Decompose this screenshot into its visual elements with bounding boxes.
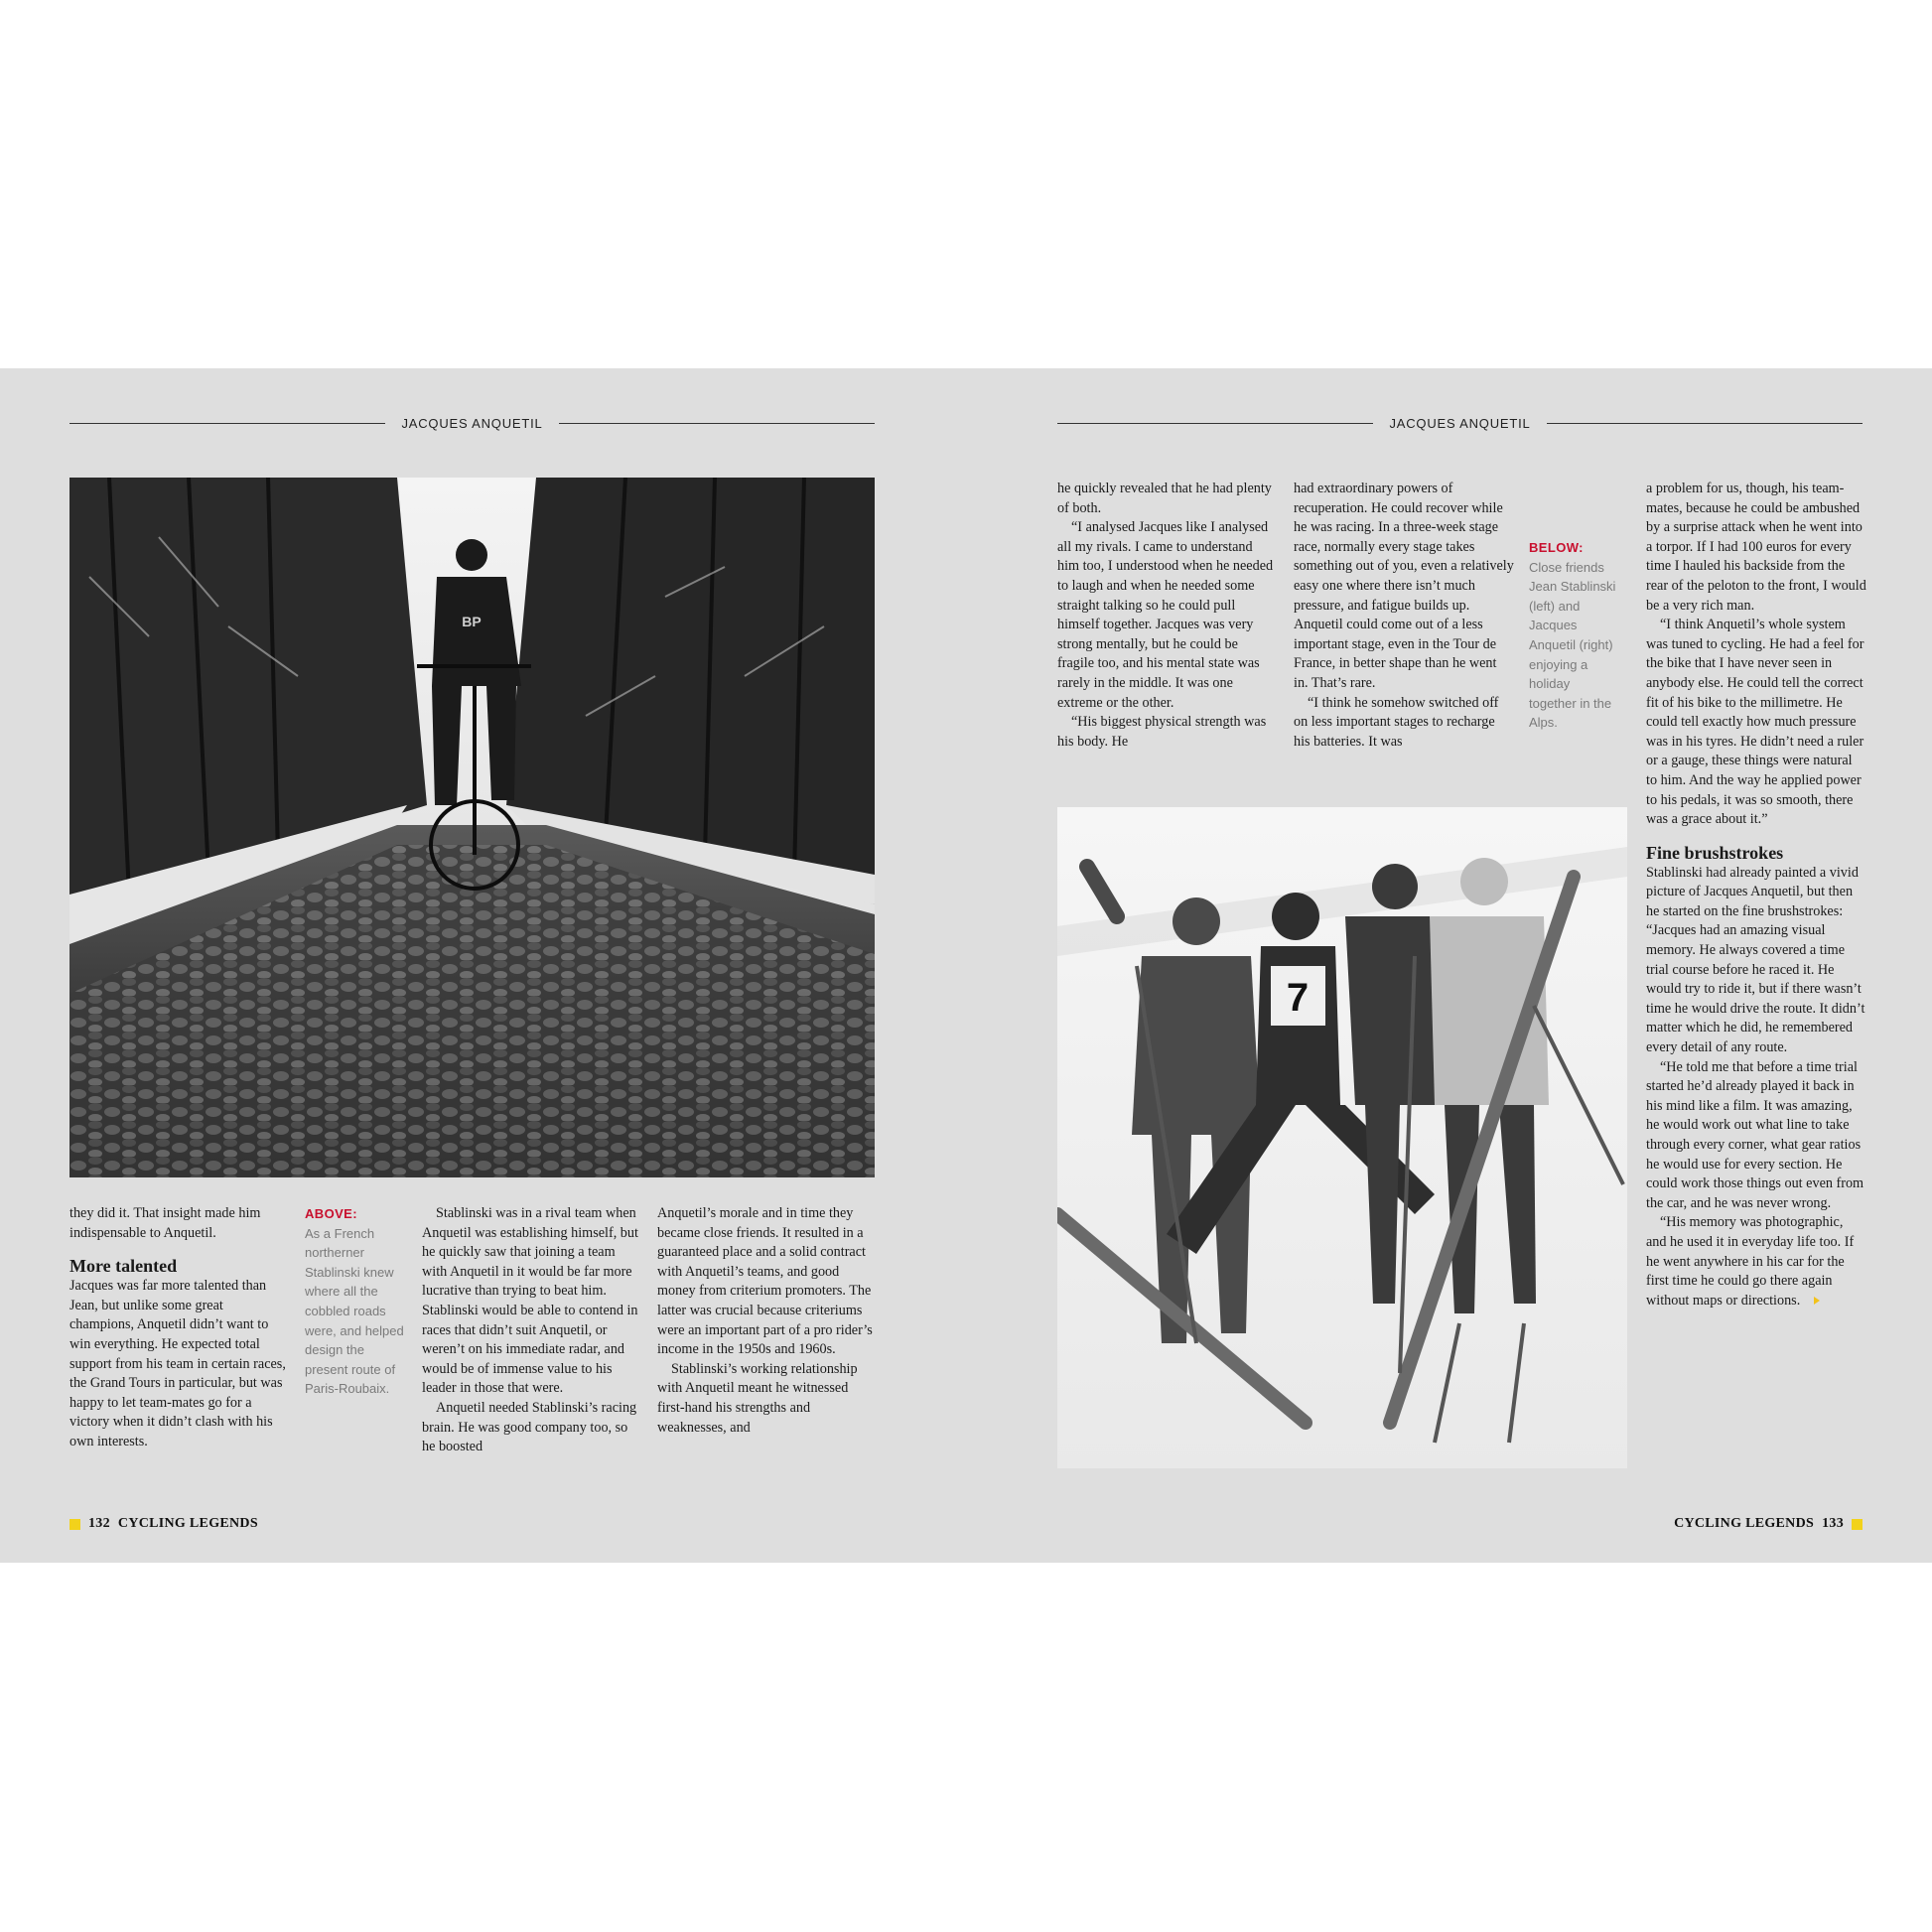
magazine-title: CYCLING LEGENDS [117, 1516, 258, 1531]
svg-text:BP: BP [462, 614, 482, 629]
left-col-2 [422, 1204, 640, 1457]
page-number: 133 [1822, 1516, 1844, 1531]
paragraph: Anquetil needed Stablinski’s racing brain. He was good company too, so he boosted [422, 1399, 637, 1455]
paragraph: Stablinski was in a rival team when Anquetil was establishing himself, but he quickly saw that joining a team with Anquetil in it would be far more lucrative than trying to beat him. Stablinski would be able to contend in races that didn’t suit Anquetil, or weren’t on his immediate radar, and would be of immense value to his leader in those that were. [422, 1205, 638, 1397]
paragraph: “I think Anquetil’s whole system was tuned to cycling. He had a feel for the bike that I have never seen in anybody else. He could tell the correct fit of his bike to the millimetre. He could tell exactly how much pressure was in his tyres. He didn’t need a ruler or a gauge, these things were natural to him. And the way he applied power to his pedals, it was so smooth, there was a grace about it.” [1646, 617, 1864, 828]
left-page [0, 368, 966, 1563]
paragraph: he quickly revealed that he had plenty of both. [1057, 481, 1272, 516]
end-mark-icon [1814, 1297, 1820, 1305]
running-head [1057, 413, 1863, 433]
caption-text: As a French northerner Stablinski knew where all the cobbled roads were, and helped design the present route of Paris-Roubaix. [305, 1225, 404, 1397]
photo-caption [1529, 538, 1618, 733]
page-folio [1674, 1516, 1863, 1532]
running-head [69, 413, 875, 433]
photo-caption [305, 1204, 404, 1399]
paragraph: “His biggest physical strength was his body. He [1057, 714, 1267, 750]
paragraph: Stablinski’s working relationship with Anquetil meant he witnessed first-hand his strengths and weaknesses, and [657, 1360, 858, 1436]
caption-label: BELOW: [1529, 540, 1584, 555]
right-col-1 [1057, 480, 1278, 752]
magazine-spread [0, 368, 1932, 1563]
svg-text:7: 7 [1286, 976, 1310, 1020]
paragraph: “I think he somehow switched off on less important stages to recharge his batteries. It was [1294, 694, 1499, 750]
paragraph: had extraordinary powers of recuperation. He could recover while he was racing. In a three-week stage race, normally every stage takes something out of you, even a relatively easy one where there isn’t much pressure, and fatigue builds up. Anquetil could come out of a less important stage, even in the Tour de France, in better shape than he went in. That’s rare. [1294, 481, 1514, 691]
page-number: 132 [88, 1516, 110, 1531]
folio-square-icon [69, 1519, 80, 1530]
skiers-photo [1057, 807, 1627, 1468]
paragraph: “He told me that before a time trial started he’d already played it back in his mind like a film. It was amazing, he would work out what line to take through every corner, what gear ratios he would use for every section. He could work those things out even from the car, and he was never wrong. [1646, 1058, 1864, 1211]
caption-text: Close friends Jean Stablinski (left) and Jacques Anquetil (right) enjoying a holiday together in the Alps. [1529, 559, 1616, 731]
right-col-2 [1294, 480, 1514, 752]
magazine-title: CYCLING LEGENDS [1674, 1516, 1815, 1531]
caption-label: ABOVE: [305, 1206, 357, 1221]
paragraph: a problem for us, though, his team-mates, because he could be ambushed by a surprise attack when he went into a torpor. If I had 100 euros for every time I hauled his backside from the rear of the peloton to the front, I would be a very rich man. [1646, 481, 1866, 614]
left-col-1 [69, 1204, 290, 1452]
paragraph: Anquetil’s morale and in time they became close friends. It resulted in a guaranteed place and a solid contract with Anquetil’s teams, and good money from criterium promoters. The latter was crucial because criteriums were an important part of a pro rider’s income in the 1950s and 1960s. [657, 1205, 873, 1358]
running-head-text: JACQUES ANQUETIL [401, 415, 543, 431]
section-heading: Fine brushstrokes [1646, 842, 1784, 863]
paragraph [1646, 1213, 1866, 1311]
cyclist-cobbles-photo [69, 478, 875, 1177]
right-page [966, 368, 1932, 1563]
section-heading: More talented [69, 1256, 178, 1277]
right-col-3 [1646, 480, 1866, 1311]
left-col-3 [657, 1204, 876, 1438]
paragraph: Stablinski had already painted a vivid picture of Jacques Anquetil, but then he started on the fine brushstrokes: “Jacques had an amazing visual memory. He always covered a time trial course before he raced it. He would try to ride it, but if there wasn’t time he would drive the route. It didn’t matter which he did, he remembered every detail of any route. [1646, 864, 1865, 1056]
paragraph-text: “His memory was photographic, and he used it in everyday life too. If he went anywhere in his car for the first time he could go there again without maps or directions. [1646, 1214, 1855, 1309]
paragraph: “I analysed Jacques like I analysed all my rivals. I came to understand him too, I understood when he needed to laugh and when he needed some straight talking so he could pull himself together. Jacques was very strong mentally, but he could be fragile too, and his mental state was rarely in the middle. It was one extreme or the other. [1057, 519, 1274, 711]
page-folio [69, 1516, 258, 1532]
running-head-text: JACQUES ANQUETIL [1389, 415, 1531, 431]
paragraph: Jacques was far more talented than Jean, but unlike some great champions, Anquetil didn’t want to win everything. He expected total support from his team in certain races, the Grand Tours in particular, but was happy to let team-mates go for a victory when it didn’t clash with his own interests. [69, 1278, 286, 1449]
folio-square-icon [1852, 1519, 1863, 1530]
paragraph: they did it. That insight made him indispensable to Anquetil. [69, 1205, 261, 1241]
